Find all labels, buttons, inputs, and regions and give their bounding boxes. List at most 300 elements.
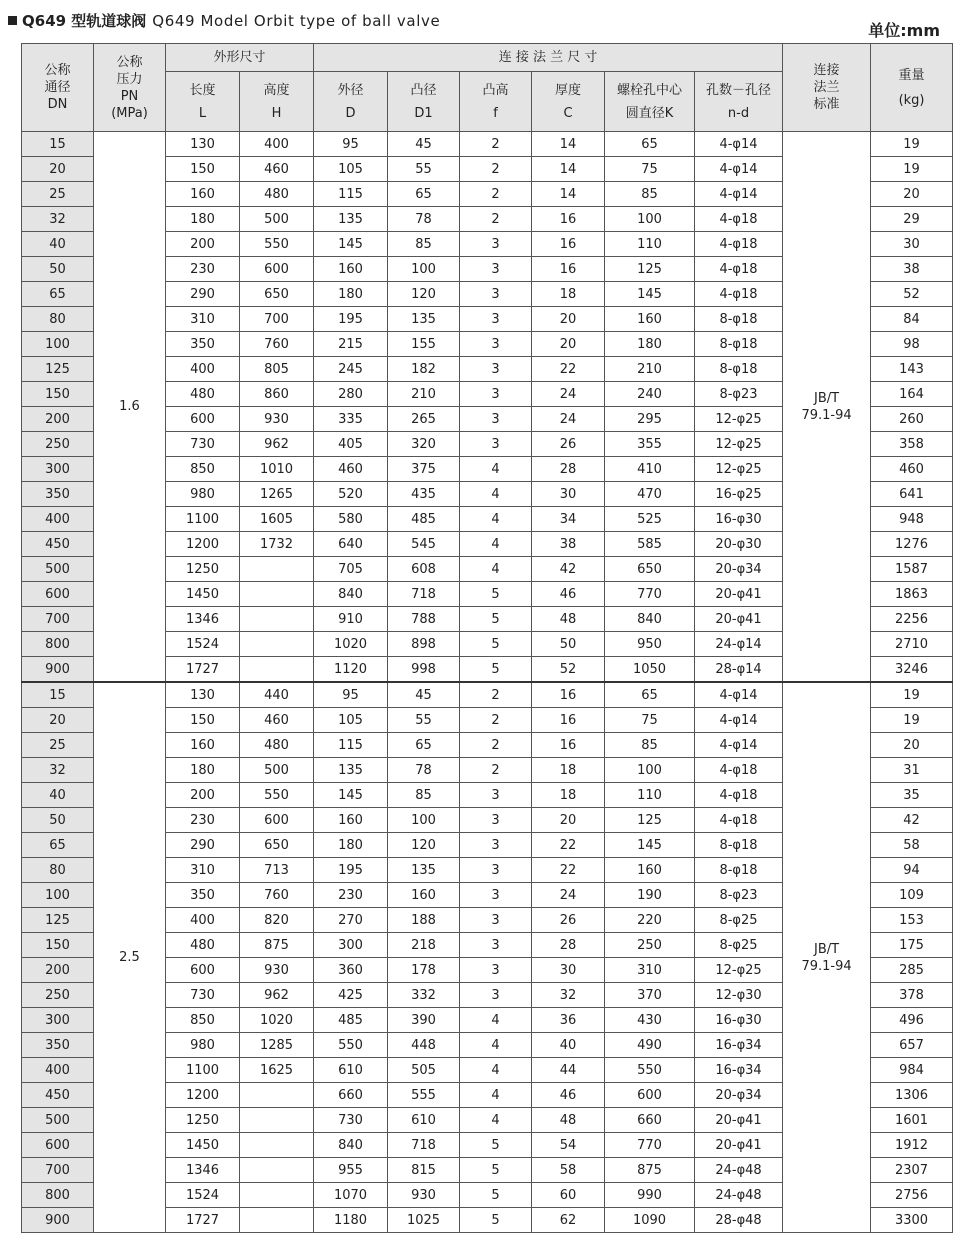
boss-height-cell: 2 xyxy=(460,182,532,207)
length-cell: 1346 xyxy=(166,607,240,632)
thickness-cell: 28 xyxy=(532,457,605,482)
dn-cell: 700 xyxy=(22,607,94,632)
height-cell: 1732 xyxy=(240,532,314,557)
thickness-cell: 40 xyxy=(532,1033,605,1058)
boss-height-cell: 5 xyxy=(460,1133,532,1158)
length-cell: 1450 xyxy=(166,1133,240,1158)
outer-diameter-cell: 485 xyxy=(314,1008,388,1033)
boss-diameter-cell: 65 xyxy=(388,182,460,207)
thickness-cell: 46 xyxy=(532,1083,605,1108)
height-cell: 805 xyxy=(240,357,314,382)
weight-cell: 260 xyxy=(871,407,953,432)
weight-cell: 29 xyxy=(871,207,953,232)
holes-cell: 4-φ14 xyxy=(695,682,783,708)
title-en: Q649 Model Orbit type of ball valve xyxy=(152,12,441,30)
boss-height-cell: 4 xyxy=(460,507,532,532)
thickness-cell: 14 xyxy=(532,182,605,207)
dn-cell: 350 xyxy=(22,482,94,507)
bolt-circle-cell: 160 xyxy=(605,858,695,883)
weight-cell: 58 xyxy=(871,833,953,858)
thickness-cell: 24 xyxy=(532,382,605,407)
holes-cell: 12-φ25 xyxy=(695,407,783,432)
height-cell xyxy=(240,1208,314,1233)
weight-cell: 496 xyxy=(871,1008,953,1033)
length-cell: 400 xyxy=(166,357,240,382)
bolt-circle-cell: 310 xyxy=(605,958,695,983)
holes-cell: 4-φ18 xyxy=(695,783,783,808)
dn-cell: 125 xyxy=(22,908,94,933)
outer-diameter-cell: 160 xyxy=(314,257,388,282)
boss-height-cell: 3 xyxy=(460,783,532,808)
header-pn: 公称 压力 PN (MPa) xyxy=(94,44,166,132)
boss-diameter-cell: 505 xyxy=(388,1058,460,1083)
dn-cell: 900 xyxy=(22,657,94,683)
boss-diameter-cell: 120 xyxy=(388,833,460,858)
boss-diameter-cell: 78 xyxy=(388,207,460,232)
dn-cell: 100 xyxy=(22,332,94,357)
boss-height-cell: 2 xyxy=(460,733,532,758)
holes-cell: 20-φ41 xyxy=(695,607,783,632)
height-cell: 962 xyxy=(240,432,314,457)
height-cell: 713 xyxy=(240,858,314,883)
height-cell: 1625 xyxy=(240,1058,314,1083)
boss-height-cell: 3 xyxy=(460,257,532,282)
boss-diameter-cell: 135 xyxy=(388,307,460,332)
boss-height-cell: 4 xyxy=(460,557,532,582)
outer-diameter-cell: 1020 xyxy=(314,632,388,657)
height-cell xyxy=(240,1108,314,1133)
outer-diameter-cell: 520 xyxy=(314,482,388,507)
dn-cell: 15 xyxy=(22,132,94,157)
dn-cell: 50 xyxy=(22,808,94,833)
boss-diameter-cell: 182 xyxy=(388,357,460,382)
bolt-circle-cell: 660 xyxy=(605,1108,695,1133)
outer-diameter-cell: 840 xyxy=(314,1133,388,1158)
outer-diameter-cell: 160 xyxy=(314,808,388,833)
dn-cell: 250 xyxy=(22,983,94,1008)
holes-cell: 4-φ14 xyxy=(695,157,783,182)
height-cell: 1020 xyxy=(240,1008,314,1033)
dn-cell: 80 xyxy=(22,307,94,332)
boss-height-cell: 4 xyxy=(460,1058,532,1083)
thickness-cell: 50 xyxy=(532,632,605,657)
dn-cell: 250 xyxy=(22,432,94,457)
standard-line: 79.1-94 xyxy=(801,958,852,974)
boss-diameter-cell: 188 xyxy=(388,908,460,933)
boss-diameter-cell: 545 xyxy=(388,532,460,557)
holes-cell: 4-φ14 xyxy=(695,708,783,733)
bolt-circle-cell: 600 xyxy=(605,1083,695,1108)
header-outer-diameter: 外径 D xyxy=(314,72,388,132)
outer-diameter-cell: 230 xyxy=(314,883,388,908)
bolt-circle-cell: 490 xyxy=(605,1033,695,1058)
height-cell: 930 xyxy=(240,958,314,983)
outer-diameter-cell: 550 xyxy=(314,1033,388,1058)
bolt-circle-cell: 1090 xyxy=(605,1208,695,1233)
outer-diameter-cell: 580 xyxy=(314,507,388,532)
title-cn: Q649 型轨道球阀 xyxy=(22,12,147,30)
outer-diameter-cell: 360 xyxy=(314,958,388,983)
dn-cell: 600 xyxy=(22,582,94,607)
weight-cell: 153 xyxy=(871,908,953,933)
length-cell: 310 xyxy=(166,307,240,332)
boss-diameter-cell: 45 xyxy=(388,132,460,157)
dn-cell: 300 xyxy=(22,457,94,482)
boss-height-cell: 4 xyxy=(460,457,532,482)
length-cell: 130 xyxy=(166,132,240,157)
boss-height-cell: 3 xyxy=(460,808,532,833)
outer-diameter-cell: 180 xyxy=(314,282,388,307)
bolt-circle-cell: 355 xyxy=(605,432,695,457)
dn-cell: 450 xyxy=(22,532,94,557)
thickness-cell: 14 xyxy=(532,132,605,157)
length-cell: 200 xyxy=(166,232,240,257)
title-bar xyxy=(8,6,962,40)
bolt-circle-cell: 250 xyxy=(605,933,695,958)
table-row xyxy=(22,682,953,708)
dn-cell: 800 xyxy=(22,632,94,657)
thickness-cell: 26 xyxy=(532,908,605,933)
length-cell: 1250 xyxy=(166,1108,240,1133)
boss-diameter-cell: 85 xyxy=(388,232,460,257)
height-cell xyxy=(240,1083,314,1108)
boss-height-cell: 3 xyxy=(460,382,532,407)
boss-height-cell: 3 xyxy=(460,332,532,357)
outer-diameter-cell: 105 xyxy=(314,708,388,733)
boss-height-cell: 3 xyxy=(460,407,532,432)
boss-diameter-cell: 85 xyxy=(388,783,460,808)
height-cell: 700 xyxy=(240,307,314,332)
thickness-cell: 22 xyxy=(532,858,605,883)
bolt-circle-cell: 85 xyxy=(605,733,695,758)
thickness-cell: 16 xyxy=(532,207,605,232)
thickness-cell: 46 xyxy=(532,582,605,607)
bolt-circle-cell: 525 xyxy=(605,507,695,532)
length-cell: 1727 xyxy=(166,1208,240,1233)
thickness-cell: 16 xyxy=(532,708,605,733)
boss-diameter-cell: 45 xyxy=(388,682,460,708)
dn-cell: 40 xyxy=(22,783,94,808)
holes-cell: 24-φ14 xyxy=(695,632,783,657)
height-cell xyxy=(240,632,314,657)
header-boss-height: 凸高 f xyxy=(460,72,532,132)
boss-height-cell: 2 xyxy=(460,157,532,182)
boss-diameter-cell: 210 xyxy=(388,382,460,407)
length-cell: 1200 xyxy=(166,532,240,557)
holes-cell: 16-φ25 xyxy=(695,482,783,507)
length-cell: 600 xyxy=(166,958,240,983)
weight-cell: 378 xyxy=(871,983,953,1008)
length-cell: 850 xyxy=(166,457,240,482)
height-cell xyxy=(240,1183,314,1208)
outer-diameter-cell: 145 xyxy=(314,232,388,257)
weight-cell: 1587 xyxy=(871,557,953,582)
length-cell: 130 xyxy=(166,682,240,708)
boss-height-cell: 5 xyxy=(460,657,532,683)
height-cell xyxy=(240,657,314,683)
weight-cell: 19 xyxy=(871,682,953,708)
holes-cell: 24-φ48 xyxy=(695,1158,783,1183)
boss-diameter-cell: 788 xyxy=(388,607,460,632)
header-thickness: 厚度 C xyxy=(532,72,605,132)
thickness-cell: 20 xyxy=(532,808,605,833)
dn-cell: 15 xyxy=(22,682,94,708)
thickness-cell: 52 xyxy=(532,657,605,683)
dn-cell: 500 xyxy=(22,557,94,582)
bullet-square-icon xyxy=(8,16,17,25)
table-body xyxy=(22,132,953,1233)
height-cell: 760 xyxy=(240,332,314,357)
dn-cell: 65 xyxy=(22,833,94,858)
weight-cell: 98 xyxy=(871,332,953,357)
boss-height-cell: 3 xyxy=(460,833,532,858)
thickness-cell: 26 xyxy=(532,432,605,457)
header-weight: 重量 (kg) xyxy=(871,44,953,132)
height-cell: 500 xyxy=(240,207,314,232)
height-cell: 875 xyxy=(240,933,314,958)
weight-cell: 2307 xyxy=(871,1158,953,1183)
height-cell: 600 xyxy=(240,257,314,282)
length-cell: 980 xyxy=(166,1033,240,1058)
weight-cell: 19 xyxy=(871,708,953,733)
length-cell: 290 xyxy=(166,833,240,858)
boss-diameter-cell: 218 xyxy=(388,933,460,958)
length-cell: 600 xyxy=(166,407,240,432)
weight-cell: 358 xyxy=(871,432,953,457)
dn-cell: 500 xyxy=(22,1108,94,1133)
dn-cell: 150 xyxy=(22,933,94,958)
standard-line: JB/T xyxy=(813,941,840,957)
holes-cell: 28-φ48 xyxy=(695,1208,783,1233)
bolt-circle-cell: 770 xyxy=(605,1133,695,1158)
height-cell: 1285 xyxy=(240,1033,314,1058)
holes-cell: 8-φ23 xyxy=(695,382,783,407)
weight-cell: 3300 xyxy=(871,1208,953,1233)
thickness-cell: 30 xyxy=(532,482,605,507)
length-cell: 150 xyxy=(166,708,240,733)
dn-cell: 100 xyxy=(22,883,94,908)
height-cell: 860 xyxy=(240,382,314,407)
holes-cell: 12-φ25 xyxy=(695,432,783,457)
holes-cell: 8-φ25 xyxy=(695,933,783,958)
height-cell: 650 xyxy=(240,833,314,858)
dn-cell: 25 xyxy=(22,733,94,758)
height-cell xyxy=(240,557,314,582)
boss-diameter-cell: 898 xyxy=(388,632,460,657)
thickness-cell: 48 xyxy=(532,607,605,632)
holes-cell: 8-φ18 xyxy=(695,332,783,357)
height-cell: 1265 xyxy=(240,482,314,507)
bolt-circle-cell: 240 xyxy=(605,382,695,407)
boss-diameter-cell: 55 xyxy=(388,708,460,733)
height-cell xyxy=(240,582,314,607)
height-cell: 1010 xyxy=(240,457,314,482)
boss-diameter-cell: 435 xyxy=(388,482,460,507)
bolt-circle-cell: 100 xyxy=(605,207,695,232)
holes-cell: 4-φ14 xyxy=(695,132,783,157)
thickness-cell: 16 xyxy=(532,232,605,257)
holes-cell: 4-φ18 xyxy=(695,282,783,307)
length-cell: 200 xyxy=(166,783,240,808)
weight-cell: 164 xyxy=(871,382,953,407)
boss-height-cell: 2 xyxy=(460,708,532,733)
height-cell: 500 xyxy=(240,758,314,783)
holes-cell: 4-φ18 xyxy=(695,758,783,783)
weight-cell: 948 xyxy=(871,507,953,532)
thickness-cell: 62 xyxy=(532,1208,605,1233)
boss-height-cell: 4 xyxy=(460,1108,532,1133)
height-cell: 760 xyxy=(240,883,314,908)
length-cell: 350 xyxy=(166,883,240,908)
holes-cell: 8-φ18 xyxy=(695,357,783,382)
dn-cell: 900 xyxy=(22,1208,94,1233)
bolt-circle-cell: 100 xyxy=(605,758,695,783)
weight-cell: 30 xyxy=(871,232,953,257)
outer-diameter-cell: 135 xyxy=(314,758,388,783)
dn-cell: 25 xyxy=(22,182,94,207)
height-cell: 460 xyxy=(240,708,314,733)
length-cell: 1346 xyxy=(166,1158,240,1183)
length-cell: 480 xyxy=(166,382,240,407)
height-cell: 480 xyxy=(240,182,314,207)
bolt-circle-cell: 585 xyxy=(605,532,695,557)
length-cell: 480 xyxy=(166,933,240,958)
outer-diameter-cell: 460 xyxy=(314,457,388,482)
boss-diameter-cell: 320 xyxy=(388,432,460,457)
outer-diameter-cell: 145 xyxy=(314,783,388,808)
height-cell: 480 xyxy=(240,733,314,758)
dn-cell: 400 xyxy=(22,1058,94,1083)
height-cell xyxy=(240,1158,314,1183)
thickness-cell: 18 xyxy=(532,783,605,808)
boss-diameter-cell: 998 xyxy=(388,657,460,683)
bolt-circle-cell: 125 xyxy=(605,808,695,833)
dn-cell: 350 xyxy=(22,1033,94,1058)
weight-cell: 42 xyxy=(871,808,953,833)
dn-cell: 700 xyxy=(22,1158,94,1183)
weight-cell: 38 xyxy=(871,257,953,282)
boss-diameter-cell: 55 xyxy=(388,157,460,182)
dn-cell: 150 xyxy=(22,382,94,407)
weight-cell: 1306 xyxy=(871,1083,953,1108)
thickness-cell: 58 xyxy=(532,1158,605,1183)
outer-diameter-cell: 115 xyxy=(314,733,388,758)
boss-diameter-cell: 155 xyxy=(388,332,460,357)
height-cell: 820 xyxy=(240,908,314,933)
boss-diameter-cell: 930 xyxy=(388,1183,460,1208)
length-cell: 290 xyxy=(166,282,240,307)
thickness-cell: 30 xyxy=(532,958,605,983)
bolt-circle-cell: 110 xyxy=(605,232,695,257)
holes-cell: 20-φ34 xyxy=(695,1083,783,1108)
bolt-circle-cell: 110 xyxy=(605,783,695,808)
weight-cell: 1912 xyxy=(871,1133,953,1158)
boss-diameter-cell: 100 xyxy=(388,808,460,833)
bolt-circle-cell: 190 xyxy=(605,883,695,908)
length-cell: 850 xyxy=(166,1008,240,1033)
bolt-circle-cell: 550 xyxy=(605,1058,695,1083)
outer-diameter-cell: 660 xyxy=(314,1083,388,1108)
thickness-cell: 22 xyxy=(532,833,605,858)
bolt-circle-cell: 990 xyxy=(605,1183,695,1208)
thickness-cell: 34 xyxy=(532,507,605,532)
outer-diameter-cell: 640 xyxy=(314,532,388,557)
bolt-circle-cell: 770 xyxy=(605,582,695,607)
bolt-circle-cell: 650 xyxy=(605,557,695,582)
length-cell: 1727 xyxy=(166,657,240,683)
weight-cell: 35 xyxy=(871,783,953,808)
weight-cell: 109 xyxy=(871,883,953,908)
weight-cell: 285 xyxy=(871,958,953,983)
pn-cell: 2.5 xyxy=(94,682,166,1233)
bolt-circle-cell: 470 xyxy=(605,482,695,507)
holes-cell: 4-φ14 xyxy=(695,182,783,207)
outer-diameter-cell: 135 xyxy=(314,207,388,232)
thickness-cell: 60 xyxy=(532,1183,605,1208)
header-flange-standard: 连接 法兰 标准 xyxy=(783,44,871,132)
boss-diameter-cell: 815 xyxy=(388,1158,460,1183)
bolt-circle-cell: 65 xyxy=(605,682,695,708)
boss-diameter-cell: 390 xyxy=(388,1008,460,1033)
boss-height-cell: 3 xyxy=(460,432,532,457)
boss-height-cell: 3 xyxy=(460,908,532,933)
dn-cell: 800 xyxy=(22,1183,94,1208)
boss-height-cell: 3 xyxy=(460,933,532,958)
page-title xyxy=(8,10,440,31)
weight-cell: 2710 xyxy=(871,632,953,657)
header-holes: 孔数－孔径 n-d xyxy=(695,72,783,132)
outer-diameter-cell: 280 xyxy=(314,382,388,407)
holes-cell: 16-φ34 xyxy=(695,1058,783,1083)
length-cell: 1450 xyxy=(166,582,240,607)
thickness-cell: 22 xyxy=(532,357,605,382)
boss-height-cell: 3 xyxy=(460,958,532,983)
flange-standard-cell xyxy=(783,132,871,683)
thickness-cell: 54 xyxy=(532,1133,605,1158)
outer-diameter-cell: 1070 xyxy=(314,1183,388,1208)
outer-diameter-cell: 1120 xyxy=(314,657,388,683)
header-height: 高度 H xyxy=(240,72,314,132)
outer-diameter-cell: 955 xyxy=(314,1158,388,1183)
boss-diameter-cell: 718 xyxy=(388,582,460,607)
boss-height-cell: 2 xyxy=(460,758,532,783)
bolt-circle-cell: 370 xyxy=(605,983,695,1008)
thickness-cell: 48 xyxy=(532,1108,605,1133)
header-flange-dimensions: 连 接 法 兰 尺 寸 xyxy=(314,44,783,72)
thickness-cell: 18 xyxy=(532,282,605,307)
holes-cell: 24-φ48 xyxy=(695,1183,783,1208)
length-cell: 730 xyxy=(166,983,240,1008)
unit-label: 单位:mm xyxy=(868,21,940,40)
bolt-circle-cell: 430 xyxy=(605,1008,695,1033)
bolt-circle-cell: 145 xyxy=(605,833,695,858)
outer-diameter-cell: 95 xyxy=(314,132,388,157)
boss-height-cell: 3 xyxy=(460,858,532,883)
outer-diameter-cell: 215 xyxy=(314,332,388,357)
boss-diameter-cell: 448 xyxy=(388,1033,460,1058)
boss-height-cell: 3 xyxy=(460,307,532,332)
boss-height-cell: 4 xyxy=(460,1033,532,1058)
outer-diameter-cell: 180 xyxy=(314,833,388,858)
bolt-circle-cell: 85 xyxy=(605,182,695,207)
holes-cell: 16-φ30 xyxy=(695,507,783,532)
thickness-cell: 20 xyxy=(532,307,605,332)
dn-cell: 400 xyxy=(22,507,94,532)
weight-cell: 175 xyxy=(871,933,953,958)
thickness-cell: 20 xyxy=(532,332,605,357)
boss-diameter-cell: 120 xyxy=(388,282,460,307)
height-cell: 962 xyxy=(240,983,314,1008)
